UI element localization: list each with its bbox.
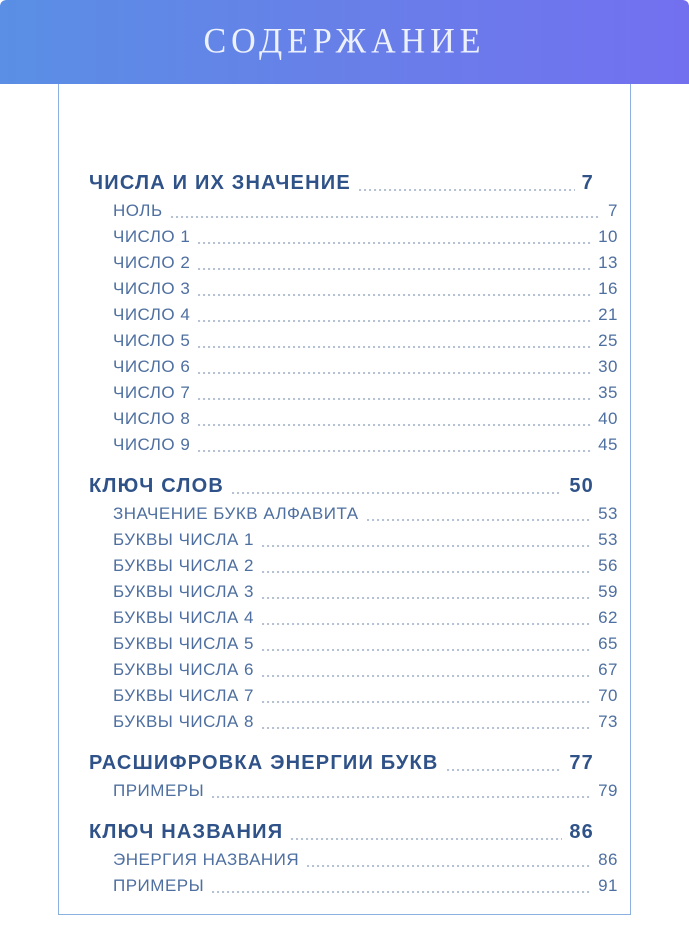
toc-entry-label: ЗНАЧЕНИЕ БУКВ АЛФАВИТА <box>113 504 359 523</box>
toc-section-title: РАСШИФРОВКА ЭНЕРГИИ БУКВ <box>89 752 439 774</box>
dotted-leader <box>212 891 591 893</box>
toc-entry-row <box>89 328 618 354</box>
dotted-leader <box>198 398 591 400</box>
dotted-leader <box>198 372 591 374</box>
page-number: 53 <box>598 504 618 523</box>
dotted-leader <box>307 865 591 867</box>
toc-entry-label: ЧИСЛО 9 <box>113 435 191 454</box>
toc-section <box>89 748 618 804</box>
dotted-leader <box>198 294 591 296</box>
toc-section-heading-row <box>89 817 594 847</box>
toc-section-title: КЛЮЧ НАЗВАНИЯ <box>89 821 284 843</box>
toc-entry-row <box>89 354 618 380</box>
dotted-leader <box>198 268 591 270</box>
toc-entry-row <box>89 380 618 406</box>
toc-entry-label: БУКВЫ ЧИСЛА 4 <box>113 608 255 627</box>
page-number: 73 <box>598 712 618 731</box>
dotted-leader <box>262 649 591 651</box>
toc-entry-row <box>89 873 618 899</box>
dotted-leader <box>198 346 591 348</box>
toc-section-heading-row <box>89 471 594 501</box>
dotted-leader <box>262 727 591 729</box>
toc-entry-label: ЧИСЛО 6 <box>113 357 191 376</box>
dotted-leader <box>367 519 591 521</box>
toc-entry-label: БУКВЫ ЧИСЛА 8 <box>113 712 255 731</box>
page-number: 30 <box>598 357 618 376</box>
dotted-leader <box>171 216 601 218</box>
dotted-leader <box>291 838 562 840</box>
page-number: 56 <box>598 556 618 575</box>
toc-entry-label: БУКВЫ ЧИСЛА 5 <box>113 634 255 653</box>
dotted-leader <box>447 769 563 771</box>
page-number: 25 <box>598 331 618 350</box>
page-number: 59 <box>598 582 618 601</box>
dotted-leader <box>262 597 591 599</box>
page-number: 16 <box>598 279 618 298</box>
page-number: 86 <box>598 850 618 869</box>
toc-section <box>89 471 618 735</box>
toc-entry-row <box>89 778 618 804</box>
toc-entry-row <box>89 198 618 224</box>
toc-entry-label: БУКВЫ ЧИСЛА 3 <box>113 582 255 601</box>
dotted-leader <box>262 571 591 573</box>
table-of-contents <box>89 168 618 899</box>
toc-entry-row <box>89 250 618 276</box>
dotted-leader <box>198 320 591 322</box>
toc-entry-row <box>89 527 618 553</box>
toc-entry-label: БУКВЫ ЧИСЛА 6 <box>113 660 255 679</box>
toc-entry-row <box>89 709 618 735</box>
dotted-leader <box>212 796 591 798</box>
page-number: 86 <box>569 821 594 843</box>
toc-entry-row <box>89 224 618 250</box>
toc-section <box>89 817 618 899</box>
page-number: 67 <box>598 660 618 679</box>
dotted-leader <box>262 701 591 703</box>
toc-entry-row <box>89 579 618 605</box>
page-number: 7 <box>581 172 594 194</box>
toc-entry-row <box>89 631 618 657</box>
dotted-leader <box>359 189 575 191</box>
toc-entry-row <box>89 302 618 328</box>
toc-entry-label: НОЛЬ <box>113 201 163 220</box>
page-number: 70 <box>598 686 618 705</box>
dotted-leader <box>198 450 591 452</box>
toc-section-title: ЧИСЛА И ИХ ЗНАЧЕНИЕ <box>89 172 351 194</box>
toc-section-heading-row <box>89 748 594 778</box>
page-number: 53 <box>598 530 618 549</box>
toc-entry-row <box>89 406 618 432</box>
page-number: 40 <box>598 409 618 428</box>
page-header-banner <box>0 0 689 84</box>
page-number: 91 <box>598 876 618 895</box>
toc-section-title: КЛЮЧ СЛОВ <box>89 475 224 497</box>
dotted-leader <box>262 623 591 625</box>
toc-entry-label: ЧИСЛО 4 <box>113 305 191 324</box>
dotted-leader <box>232 492 562 494</box>
page-number: 21 <box>598 305 618 324</box>
toc-entry-label: ЧИСЛО 7 <box>113 383 191 402</box>
dotted-leader <box>198 242 591 244</box>
toc-entry-row <box>89 432 618 458</box>
toc-entry-row <box>89 657 618 683</box>
page-number: 77 <box>569 752 594 774</box>
toc-entry-row <box>89 553 618 579</box>
toc-entry-row <box>89 501 618 527</box>
page-number: 13 <box>598 253 618 272</box>
toc-entry-label: ЧИСЛО 3 <box>113 279 191 298</box>
page-number: 7 <box>608 201 618 220</box>
toc-entry-label: БУКВЫ ЧИСЛА 2 <box>113 556 255 575</box>
content-frame <box>58 84 631 915</box>
page-number: 35 <box>598 383 618 402</box>
toc-entry-label: БУКВЫ ЧИСЛА 1 <box>113 530 255 549</box>
toc-section <box>89 168 618 458</box>
dotted-leader <box>262 675 591 677</box>
dotted-leader <box>262 545 591 547</box>
dotted-leader <box>198 424 591 426</box>
toc-entry-label: ЧИСЛО 5 <box>113 331 191 350</box>
page-title: СОДЕРЖАНИЕ <box>203 22 486 61</box>
toc-entry-row <box>89 605 618 631</box>
toc-entry-label: ЧИСЛО 2 <box>113 253 191 272</box>
toc-entry-label: ЭНЕРГИЯ НАЗВАНИЯ <box>113 850 300 869</box>
toc-entry-label: ПРИМЕРЫ <box>113 781 205 800</box>
toc-entry-label: ЧИСЛО 1 <box>113 227 191 246</box>
page-number: 10 <box>598 227 618 246</box>
page-number: 50 <box>569 475 594 497</box>
page-number: 62 <box>598 608 618 627</box>
toc-section-heading-row <box>89 168 594 198</box>
toc-entry-label: ПРИМЕРЫ <box>113 876 205 895</box>
toc-entry-row <box>89 847 618 873</box>
toc-entry-row <box>89 683 618 709</box>
toc-entry-row <box>89 276 618 302</box>
toc-entry-label: БУКВЫ ЧИСЛА 7 <box>113 686 255 705</box>
page-number: 79 <box>598 781 618 800</box>
page-number: 65 <box>598 634 618 653</box>
toc-entry-label: ЧИСЛО 8 <box>113 409 191 428</box>
page-number: 45 <box>598 435 618 454</box>
